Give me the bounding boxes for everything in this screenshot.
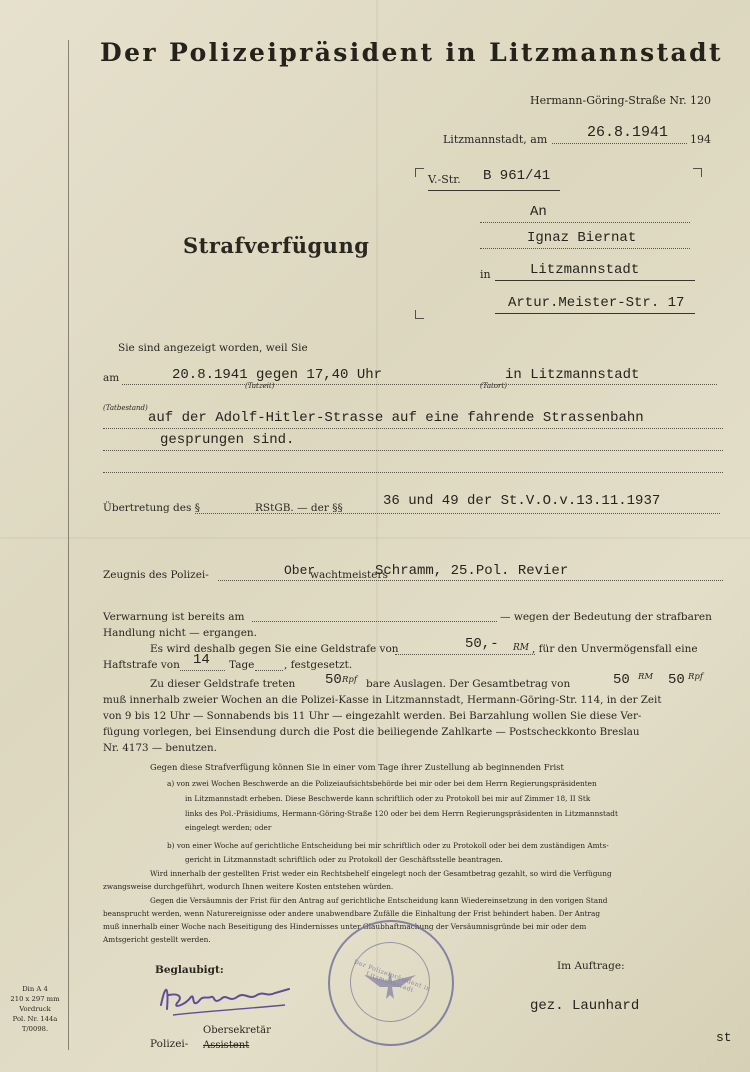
witness-rank-prefix: Ober (284, 563, 316, 578)
legal-a-4: eingelegt werden; oder (185, 823, 272, 832)
fine-line1-a: Es wird deshalb gegen Sie eine Geldstrafe von (150, 643, 399, 655)
witness-line (218, 580, 723, 581)
legal-b-1: b) von einer Woche auf gerichtliche Entscheidung bei mir schriftlich oder zu Protokoll oder bei dem zuständigen Amts- (167, 841, 609, 850)
costs-line1-b: bare Auslagen. Der Gesamtbetrag von (366, 678, 571, 690)
offense-line (103, 428, 723, 429)
offense-line (103, 450, 723, 451)
recipient-line (480, 248, 690, 249)
costs-expenses: 50 (325, 672, 342, 688)
recipient-city: Litzmannstadt (530, 262, 640, 278)
tatbestand-label: (Tatbestand) (103, 404, 148, 412)
form-info-line: Vordruck (19, 1005, 51, 1013)
warning-line1-a: Verwarnung ist bereits am (103, 611, 245, 623)
violation-label: Übertretung des § (103, 502, 200, 514)
authority-address: Hermann-Göring-Straße Nr. 120 (530, 94, 712, 107)
date-line (552, 143, 687, 144)
offense-am-label: am (103, 372, 120, 384)
recipient-in-label: in (480, 268, 491, 281)
police-stamp (328, 920, 454, 1046)
form-info (4, 984, 66, 1034)
tatzeit-label: (Tatzeit) (245, 382, 275, 390)
form-info-line: 210 x 297 mm (10, 995, 60, 1003)
recipient-to: An (530, 204, 547, 220)
offense-location: in Litzmannstadt (505, 367, 640, 383)
costs-line2: muß innerhalb zweier Wochen an die Polizei-Kasse in Litzmannstadt, Hermann-Göring-Str. 114, in der Zeit (103, 694, 662, 706)
corner-mark (415, 310, 424, 319)
initials: st (716, 1030, 732, 1045)
margin-line (68, 40, 69, 1050)
form-info-line: T/0098. (21, 1025, 49, 1033)
costs-rm-unit: RM (638, 672, 654, 682)
offense-line (122, 384, 717, 385)
legal-c-1: Wird innerhalb der gestellten Frist weder ein Rechtsbehelf eingelegt noch der Gesamtbetrag gezahlt, so wird die Verfügung (150, 869, 612, 878)
fine-line2-a: Haftstrafe von (103, 659, 180, 671)
reference-number: B 961/41 (483, 168, 551, 184)
form-info-line: Din A 4 (22, 985, 48, 993)
costs-line4: fügung vorlegen, bei Einsendung durch die Post die beiliegende Zahlkarte — Postscheckkonto Breslau (103, 726, 640, 738)
costs-line5: Nr. 4173 — benutzen. (103, 742, 217, 754)
legal-d-1: Gegen die Versäumnis der Frist für den Antrag auf gerichtliche Entscheidung kann Wiedereinsetzung in den vorigen Stand (150, 896, 608, 905)
certified-label: Beglaubigt: (155, 964, 224, 976)
witness-label: Zeugnis des Polizei- (103, 569, 209, 581)
fine-currency: RM (513, 643, 529, 653)
fine-amount: 50,- (465, 636, 499, 652)
reference-underline (428, 190, 560, 191)
offense-line (103, 472, 723, 473)
form-info-line: Pol. Nr. 144a (12, 1015, 58, 1023)
costs-line3: von 9 bis 12 Uhr — Sonnabends bis 11 Uhr — eingezahlt werden. Bei Barzahlung wollen Sie diese Ver- (103, 710, 642, 722)
letter-date: 26.8.1941 (587, 124, 669, 141)
warning-line1-b: — wegen der Bedeutung der strafbaren (500, 611, 712, 623)
rank-line1: Obersekretär (203, 1025, 271, 1036)
fine-line2-c: , festgesetzt. (284, 659, 353, 671)
offense-description-2: gesprungen sind. (160, 432, 295, 448)
costs-rpf-unit: Rpf (342, 675, 357, 685)
legal-d-2: beansprucht werden, wenn Naturereignisse oder andere unabwendbare Zufälle die Einhaltung der Frist behindert haben. Der Antrag (103, 909, 601, 918)
on-behalf-label: Im Auftrage: (557, 960, 625, 972)
costs-rpf-unit-2: Rpf (688, 672, 703, 682)
rank-line2: Assistent (203, 1040, 250, 1051)
costs-total-rm: 50 (613, 672, 630, 688)
year-suffix: 194 (690, 133, 711, 146)
fine-line (395, 654, 535, 655)
offense-datetime: 20.8.1941 gegen 17,40 Uhr (172, 367, 383, 383)
corner-mark (693, 168, 702, 177)
fine-line (255, 670, 283, 671)
violation-rstgb: RStGB. — der §§ (255, 502, 343, 514)
legal-c-2: zwangsweise durchgeführt, wodurch Ihnen weitere Kosten entstehen würden. (103, 882, 394, 891)
offense-intro: Sie sind angezeigt worden, weil Sie (118, 342, 308, 354)
fine-line1-b: , für den Unvermögensfall eine (532, 643, 698, 655)
place-date-label: Litzmannstadt, am (443, 133, 548, 146)
fine-line2-b: Tage (229, 659, 255, 671)
corner-mark (415, 168, 424, 177)
costs-total-rpf: 50 (668, 672, 685, 688)
stamp-text: Der Polizeipräsident in Litzmannstadt (352, 958, 432, 995)
costs-line1-a: Zu dieser Geldstrafe treten (150, 678, 296, 690)
warning-line2: Handlung nicht — ergangen. (103, 627, 258, 639)
legal-d-4: Amtsgericht gestellt werden. (103, 935, 211, 944)
tatort-label: (Tatort) (480, 382, 507, 390)
fine-days: 14 (193, 652, 210, 668)
authority-header: Der Polizeipräsident in Litzmannstadt (100, 38, 723, 67)
legal-b-2: gericht in Litzmannstadt schriftlich oder zu Protokoll der Geschäftsstelle beantragen. (185, 855, 503, 864)
violation-line (195, 513, 720, 514)
witness-rank-suffix: wachtmeisters (310, 569, 388, 581)
handwritten-signature-icon (155, 975, 295, 1023)
witness-name: Schramm, 25.Pol. Revier (375, 563, 569, 579)
rank-label: Polizei- (150, 1038, 189, 1050)
reference-label: V.-Str. (428, 173, 461, 186)
handwritten-name (1, 1, 5, 2)
recipient-line (480, 222, 690, 223)
legal-d-3: muß innerhalb einer Woche nach Beseitigung des Hindernisses unter Glaubhaftmachung der Versäumnisgründe bei mir oder dem (103, 922, 587, 931)
violation-paragraphs: 36 und 49 der St.V.O.v.13.11.1937 (383, 493, 661, 509)
legal-intro: Gegen diese Strafverfügung können Sie in einer vom Tage ihrer Zustellung ab beginnenden Frist (150, 762, 564, 772)
legal-a-1: a) von zwei Wochen Beschwerde an die Polizeiaufsichtsbehörde bei mir oder bei dem Herrn Regierungspräsidenten (167, 779, 597, 788)
legal-a-2: in Litzmannstadt erheben. Diese Beschwerde kann schriftlich oder zu Protokoll bei mir auf Zimmer 18, II Stk (185, 794, 591, 803)
legal-a-3: links des Pol.-Präsidiums, Hermann-Göring-Straße 120 oder bei dem Herrn Regierungspräsidenten in Litzmannstadt (185, 809, 618, 818)
recipient-name: Ignaz Biernat (527, 230, 637, 246)
warning-line (252, 621, 497, 622)
recipient-line (495, 280, 695, 281)
offense-description-1: auf der Adolf-Hitler-Strasse auf eine fahrende Strassenbahn (148, 410, 644, 426)
signed-name: gez. Launhard (530, 998, 640, 1014)
recipient-line (495, 313, 695, 314)
document-title: Strafverfügung (183, 233, 370, 258)
recipient-street: Artur.Meister-Str. 17 (508, 295, 685, 311)
fine-line (180, 670, 225, 671)
